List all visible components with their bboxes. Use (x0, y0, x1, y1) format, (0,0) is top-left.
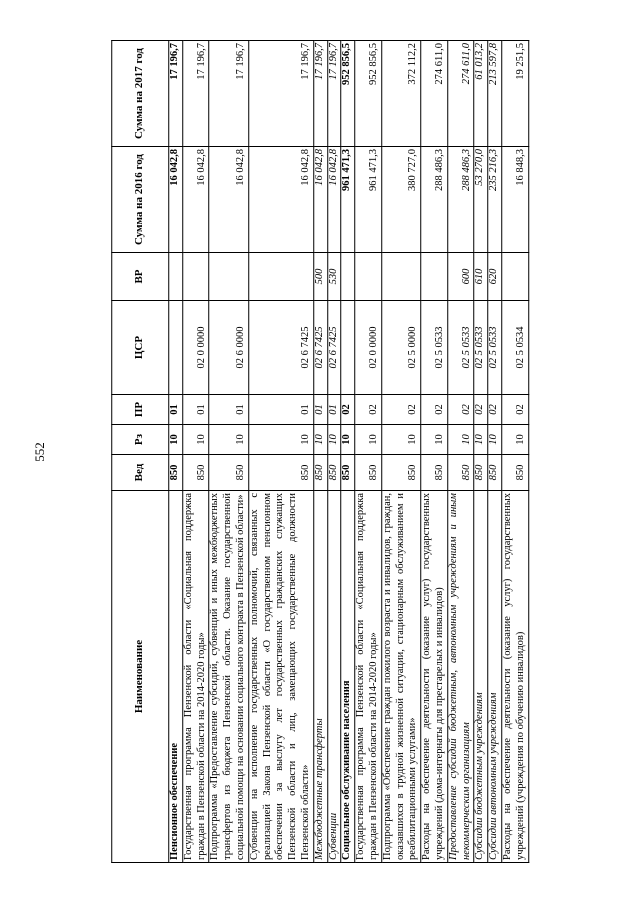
cell-rz: 10 (421, 425, 448, 455)
cell-csr: 02 6 7425 (314, 301, 328, 395)
cell-pr: 02 (355, 395, 382, 425)
header-pr: ПР (112, 395, 169, 425)
cell-sum-2017: 952 856,5 (341, 41, 355, 147)
cell-vr (502, 253, 529, 301)
cell-vr (381, 253, 420, 301)
table-row (183, 41, 210, 863)
cell-csr: 02 5 0533 (421, 301, 448, 395)
cell-sum-2017: 274 611,0 (447, 41, 474, 147)
cell-csr: 02 6 7425 (249, 301, 314, 395)
cell-pr: 02 (447, 395, 474, 425)
cell-rz: 10 (314, 425, 328, 455)
cell-sum-2017: 372 112,2 (381, 41, 420, 147)
cell-pr: 01 (169, 395, 183, 425)
cell-rz: 10 (474, 425, 488, 455)
cell-vr (249, 253, 314, 301)
cell-csr: 02 6 0000 (209, 301, 248, 395)
cell-vr (341, 253, 355, 301)
cell-rz: 10 (381, 425, 420, 455)
cell-pr: 02 (341, 395, 355, 425)
table-row (209, 41, 248, 863)
table-row (381, 41, 420, 863)
cell-vr (355, 253, 382, 301)
cell-vr: 610 (474, 253, 488, 301)
cell-csr: 02 5 0533 (474, 301, 488, 395)
cell-sum-2017: 274 611,0 (421, 41, 448, 147)
cell-sum-2017: 17 196,7 (249, 41, 314, 147)
cell-name: Субсидии автономным учреждениям (488, 491, 502, 863)
table-row (314, 41, 328, 863)
cell-pr: 01 (209, 395, 248, 425)
budget-table (111, 40, 529, 863)
table-row (447, 41, 474, 863)
cell-csr: 02 0 0000 (355, 301, 382, 395)
cell-ved: 850 (502, 455, 529, 491)
cell-rz: 10 (327, 425, 341, 455)
header-rz: Рз (112, 425, 169, 455)
header-row (112, 41, 169, 863)
cell-sum-2017: 17 196,7 (183, 41, 210, 147)
cell-name: Подпрограмма «Обеспечение граждан пожилого возраста и инвалидов, граждан, оказавшихся в трудной жизненной ситуации, стационарным обслуживанием и реабилитационными услугами» (381, 491, 420, 863)
table-row (488, 41, 502, 863)
table-row (502, 41, 529, 863)
cell-name: Подпрограмма «Предоставление субсидий, субвенций и иных межбюджетных трансфертов из бюджета Пензенской области. Оказание государственной социальной помощи на основании социального контракта в Пензенской области» (209, 491, 248, 863)
cell-sum-2016: 53 270,0 (474, 147, 488, 253)
cell-pr: 01 (183, 395, 210, 425)
cell-ved: 850 (183, 455, 210, 491)
page-number: 552 (32, 442, 47, 462)
cell-sum-2016: 16 042,8 (249, 147, 314, 253)
table-row (169, 41, 183, 863)
cell-ved: 850 (381, 455, 420, 491)
cell-vr (183, 253, 210, 301)
cell-ved: 850 (327, 455, 341, 491)
budget-table-container (111, 41, 529, 863)
cell-sum-2016: 16 042,8 (209, 147, 248, 253)
cell-vr: 620 (488, 253, 502, 301)
cell-rz: 10 (488, 425, 502, 455)
cell-sum-2016: 16 042,8 (327, 147, 341, 253)
cell-vr (169, 253, 183, 301)
cell-name: Предоставление субсидий бюджетным, автономным учреждениям и иным некоммерческим организациям (447, 491, 474, 863)
cell-rz: 10 (355, 425, 382, 455)
cell-ved: 850 (169, 455, 183, 491)
cell-ved: 850 (249, 455, 314, 491)
cell-sum-2017: 17 196,7 (314, 41, 328, 147)
cell-rz: 10 (183, 425, 210, 455)
cell-sum-2016: 380 727,0 (381, 147, 420, 253)
cell-vr: 500 (314, 253, 328, 301)
cell-pr: 02 (421, 395, 448, 425)
cell-csr: 02 0 0000 (183, 301, 210, 395)
cell-sum-2017: 213 597,8 (488, 41, 502, 147)
cell-vr (209, 253, 248, 301)
cell-ved: 850 (341, 455, 355, 491)
cell-name: Расходы на обеспечение деятельности (оказание услуг) государственных учреждений (учреждения по обучению инвалидов) (502, 491, 529, 863)
table-row (341, 41, 355, 863)
cell-rz: 10 (169, 425, 183, 455)
cell-vr (421, 253, 448, 301)
cell-ved: 850 (355, 455, 382, 491)
cell-sum-2016: 16 042,8 (314, 147, 328, 253)
cell-ved: 850 (488, 455, 502, 491)
cell-csr: 02 5 0533 (447, 301, 474, 395)
table-row (421, 41, 448, 863)
cell-sum-2017: 17 196,7 (209, 41, 248, 147)
cell-sum-2017: 17 196,7 (327, 41, 341, 147)
cell-sum-2017: 19 251,5 (502, 41, 529, 147)
cell-sum-2017: 61 013,2 (474, 41, 488, 147)
cell-vr: 530 (327, 253, 341, 301)
cell-ved: 850 (209, 455, 248, 491)
cell-name: Социальное обслуживание населения (341, 491, 355, 863)
header-ved: Вед (112, 455, 169, 491)
cell-name: Государственная программа Пензенской области «Социальная поддержка граждан в Пензенской области на 2014-2020 годы» (355, 491, 382, 863)
cell-name: Субсидии бюджетным учреждениям (474, 491, 488, 863)
cell-pr: 02 (488, 395, 502, 425)
cell-csr (341, 301, 355, 395)
table-row (474, 41, 488, 863)
cell-sum-2016: 235 216,3 (488, 147, 502, 253)
header-csr: ЦСР (112, 301, 169, 395)
table-row (327, 41, 341, 863)
cell-pr: 01 (327, 395, 341, 425)
cell-rz: 10 (249, 425, 314, 455)
header-sum-2016: Сумма на 2016 год (112, 147, 169, 253)
cell-sum-2016: 16 042,8 (183, 147, 210, 253)
cell-name: Государственная программа Пензенской области «Социальная поддержка граждан в Пензенской области на 2014-2020 годы» (183, 491, 210, 863)
table-row (355, 41, 382, 863)
cell-csr: 02 6 7425 (327, 301, 341, 395)
cell-sum-2016: 961 471,3 (341, 147, 355, 253)
cell-ved: 850 (447, 455, 474, 491)
cell-name: Субвенции на исполнение государственных полномочий, связанных с реализацией Закона Пензенской области «О государственном пенсионном обеспечении за выслугу лет государственных гражданских служащих Пензенской области и лиц, замещающих государственные должности Пензенской области» (249, 491, 314, 863)
header-vr: ВР (112, 253, 169, 301)
cell-sum-2017: 952 856,5 (355, 41, 382, 147)
cell-ved: 850 (474, 455, 488, 491)
cell-rz: 10 (209, 425, 248, 455)
cell-pr: 02 (474, 395, 488, 425)
cell-rz: 10 (341, 425, 355, 455)
cell-sum-2017: 17 196,7 (169, 41, 183, 147)
cell-pr: 01 (249, 395, 314, 425)
cell-csr: 02 5 0000 (381, 301, 420, 395)
cell-name: Расходы на обеспечение деятельности (оказание услуг) государственных учреждений (дома-интернаты для престарелых и инвалидов) (421, 491, 448, 863)
cell-pr: 02 (381, 395, 420, 425)
cell-sum-2016: 288 486,3 (447, 147, 474, 253)
cell-name: Субвенции (327, 491, 341, 863)
cell-sum-2016: 16 042,8 (169, 147, 183, 253)
cell-name: Межбюджетные трансферты (314, 491, 328, 863)
cell-pr: 01 (314, 395, 328, 425)
cell-sum-2016: 961 471,3 (355, 147, 382, 253)
cell-ved: 850 (421, 455, 448, 491)
cell-sum-2016: 16 848,3 (502, 147, 529, 253)
header-sum-2017: Сумма на 2017 год (112, 41, 169, 147)
cell-csr (169, 301, 183, 395)
cell-csr: 02 5 0533 (488, 301, 502, 395)
header-name: Наименование (112, 491, 169, 863)
table-row (249, 41, 314, 863)
cell-name: Пенсионное обеспечение (169, 491, 183, 863)
cell-rz: 10 (447, 425, 474, 455)
cell-vr: 600 (447, 253, 474, 301)
cell-csr: 02 5 0534 (502, 301, 529, 395)
cell-pr: 02 (502, 395, 529, 425)
cell-sum-2016: 288 486,3 (421, 147, 448, 253)
table-body (169, 41, 529, 863)
cell-ved: 850 (314, 455, 328, 491)
cell-rz: 10 (502, 425, 529, 455)
